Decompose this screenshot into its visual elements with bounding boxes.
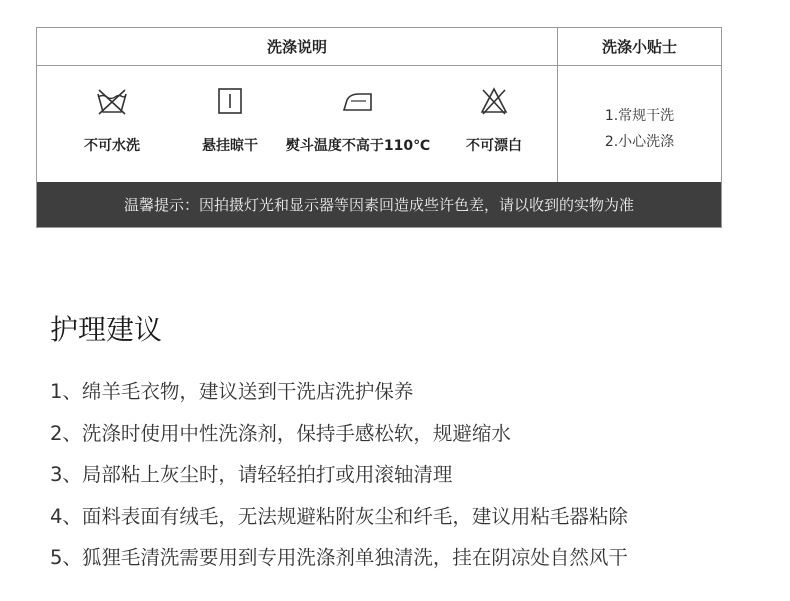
symbol-label: 不可漂白 bbox=[466, 138, 522, 154]
hang-dry-icon bbox=[216, 86, 244, 120]
list-item: 4、面料表面有绒毛，无法规避粘附灰尘和纤毛，建议用粘毛器粘除 bbox=[50, 504, 628, 528]
washing-tips bbox=[558, 66, 721, 182]
care-advice-list bbox=[50, 376, 628, 584]
care-advice-title: 护理建议 bbox=[50, 313, 163, 346]
washing-header: 洗涤说明 bbox=[37, 28, 558, 66]
symbol-iron bbox=[283, 66, 433, 182]
list-item: 3、局部粘上灰尘时，请轻轻拍打或用滚轴清理 bbox=[50, 463, 453, 486]
symbol-label: 悬挂晾干 bbox=[202, 138, 258, 154]
tips-header: 洗涤小贴士 bbox=[558, 28, 721, 66]
tip-item: 1.常规干洗 bbox=[604, 108, 675, 124]
symbol-label: 不可水洗 bbox=[84, 138, 140, 154]
color-difference-notice: 温馨提示：因拍摄灯光和显示器等因素回造成些许色差，请以收到的实物为准 bbox=[37, 182, 721, 227]
washing-instructions-table bbox=[36, 27, 722, 228]
iron-icon bbox=[341, 86, 375, 120]
no-wash-icon bbox=[95, 86, 129, 120]
symbol-label: 熨斗温度不高于110℃ bbox=[285, 138, 431, 154]
list-item: 1、绵羊毛衣物，建议送到干洗店洗护保养 bbox=[50, 380, 414, 403]
list-item: 5、狐狸毛清洗需要用到专用洗涤剂单独清洗，挂在阴凉处自然风干 bbox=[50, 546, 628, 569]
washing-symbols bbox=[37, 66, 558, 182]
symbol-no-bleach bbox=[419, 66, 569, 182]
list-item: 2、洗涤时使用中性洗涤剂，保持手感松软，规避缩水 bbox=[50, 421, 511, 445]
tip-item: 2.小心洗涤 bbox=[604, 134, 675, 150]
no-bleach-icon bbox=[479, 86, 509, 120]
